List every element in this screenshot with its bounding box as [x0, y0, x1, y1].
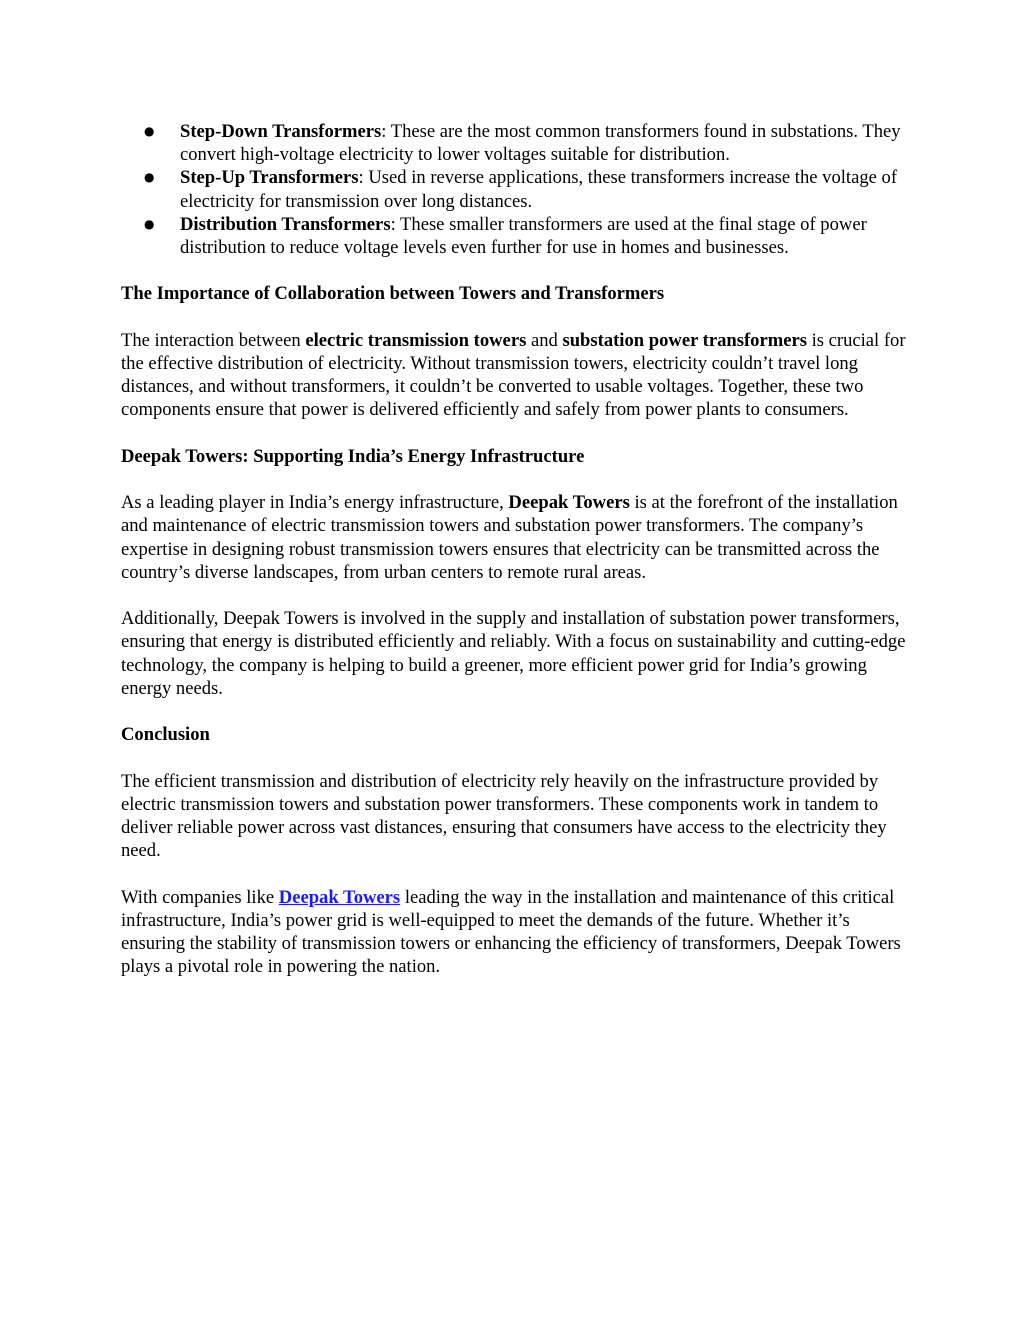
- paragraph-text: With companies like: [121, 886, 279, 908]
- paragraph-text: is crucial for the effective distribution of electricity. Without transmission towers, electricity couldn’t travel long distances, and without transformers, it couldn’t be converted to usable voltages. Together, these two components ensure that power is delivered efficiently and safely from power plants to consumers.: [121, 329, 906, 421]
- section-heading-collaboration: The Importance of Collaboration between Towers and Transformers: [121, 283, 665, 305]
- list-item-term: Step-Down Transformers: [180, 121, 382, 142]
- list-item-text: : These smaller transformers are used at the final stage of power distribution to reduce voltage levels even further for use in homes and businesses.: [180, 213, 867, 259]
- list-item: [121, 166, 911, 212]
- transformer-types-list: [121, 120, 911, 259]
- paragraph-bold-term: electric transmission towers: [305, 329, 527, 351]
- list-item-text: : Used in reverse applications, these transformers increase the voltage of electricity for transmission over long distances.: [180, 167, 898, 212]
- paragraph-text: and: [526, 329, 563, 351]
- collaboration-paragraph: [121, 329, 911, 422]
- list-item-term: Step-Up Transformers: [180, 167, 359, 189]
- deepak-towers-paragraph-1: [121, 491, 911, 584]
- deepak-towers-link[interactable]: Deepak Towers: [278, 886, 401, 908]
- paragraph-bold-term: Deepak Towers: [508, 492, 630, 514]
- section-heading-conclusion: Conclusion: [121, 724, 210, 746]
- list-item-term: Distribution Transformers: [180, 213, 391, 235]
- document-page: [121, 120, 911, 978]
- list-item: [121, 213, 911, 259]
- conclusion-paragraph-2: [121, 886, 911, 979]
- paragraph-text: is at the forefront of the installation and maintenance of electric transmission towers and substation power transformers. The company’s expertise in designing robust transmission towers ensures that electricity can be transmitted across the country’s diverse landscapes, from urban centers to remote rural areas.: [121, 492, 898, 583]
- bullet-dot-icon: ●: [144, 170, 155, 185]
- paragraph-text: leading the way in the installation and maintenance of this critical infrastructure, India’s power grid is well-equipped to meet the demands of the future. Whether it’s ensuring the stability of transmission towers or enhancing the efficiency of transformers, Deepak Towers plays a pivotal role in powering the nation.: [121, 886, 901, 978]
- list-item: [121, 120, 911, 166]
- bullet-dot-icon: ●: [144, 124, 155, 138]
- deepak-towers-paragraph-2: Additionally, Deepak Towers is involved in the supply and installation of substation power transformers, ensuring that energy is distributed efficiently and reliably. With a focus on sustainability and cutting-edge technology, the company is helping to build a greener, more efficient power grid for India’s growing energy needs.: [121, 608, 906, 699]
- bullet-dot-icon: ●: [144, 216, 155, 231]
- section-heading-deepak-towers: Deepak Towers: Supporting India’s Energy Infrastructure: [121, 445, 585, 467]
- list-item-text: : These are the most common transformers found in substations. They convert high-voltage electricity to lower voltages suitable for distribution.: [180, 121, 901, 166]
- paragraph-text: As a leading player in India’s energy infrastructure,: [121, 492, 509, 514]
- paragraph-bold-term: substation power transformers: [562, 329, 807, 351]
- conclusion-paragraph-1: The efficient transmission and distribution of electricity rely heavily on the infrastructure provided by electric transmission towers and substation power transformers. These components work in tandem to deliver reliable power across vast distances, ensuring that consumers have access to the electricity they need.: [121, 770, 887, 862]
- paragraph-text: The interaction between: [121, 329, 306, 351]
